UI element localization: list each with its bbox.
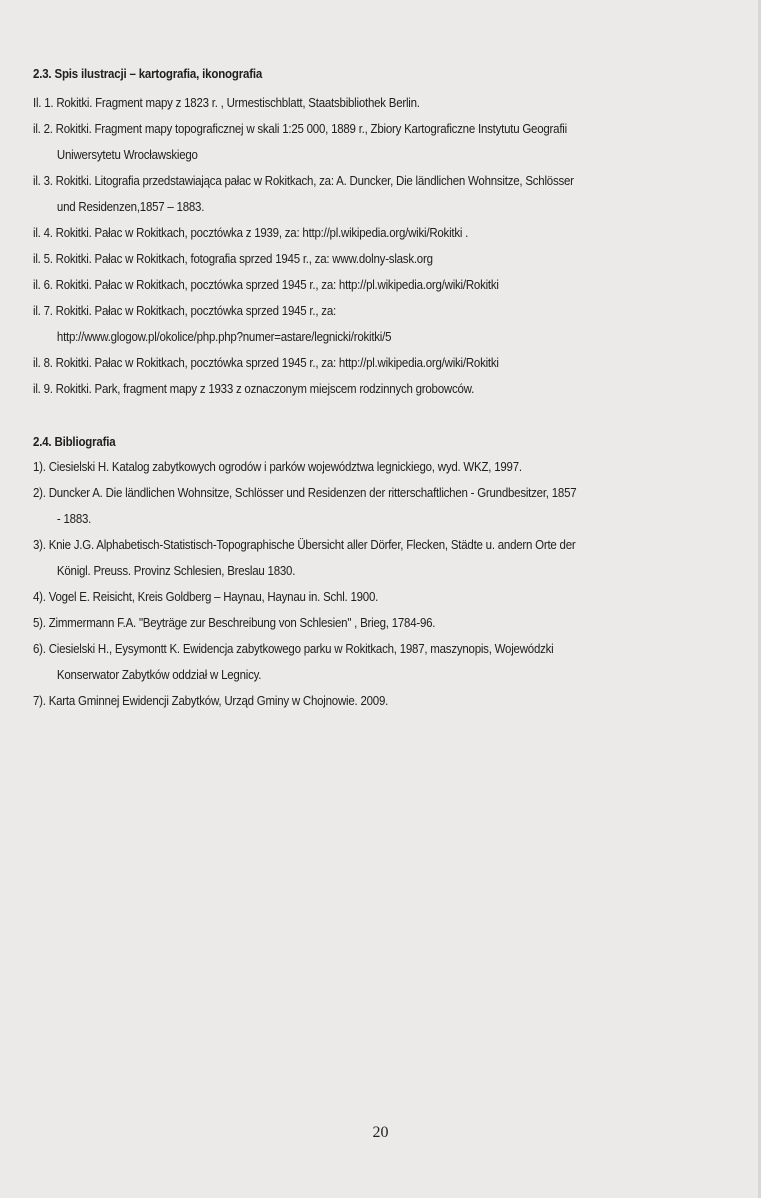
bibliography-item [33,636,688,688]
bibliography-item [33,454,688,480]
illustration-item [33,272,688,298]
bibliography-item [33,584,688,610]
illustration-item-continuation: und Residenzen,1857 – 1883. [56,200,205,214]
bibliography-item-text: 7). Karta Gminnej Ewidencji Zabytków, Urząd Gminy w Chojnowie. 2009. [33,694,389,708]
illustration-item-text: il. 5. Rokitki. Pałac w Rokitkach, fotografia sprzed 1945 r., za: www.dolny-slask.org [33,252,433,266]
bibliography-item-continuation: Konserwator Zabytków oddział w Legnicy. [56,668,262,682]
bibliography-item-continuation: - 1883. [56,512,92,526]
illustration-item [33,90,688,116]
illustration-item-text: il. 3. Rokitki. Litografia przedstawiająca pałac w Rokitkach, za: A. Duncker, Die ländlichen Wohnsitze, Schlösser [33,174,574,188]
illustration-item-text: il. 8. Rokitki. Pałac w Rokitkach, pocztówka sprzed 1945 r., za: http://pl.wikipedia.org/wiki/Rokitki [33,356,499,370]
bibliography-item [33,480,688,532]
bibliography-list [33,454,698,714]
bibliography-item [33,610,688,636]
page-content [33,66,698,714]
illustration-item-text: il. 6. Rokitki. Pałac w Rokitkach, pocztówka sprzed 1945 r., za: http://pl.wikipedia.org/wiki/Rokitki [33,278,499,292]
illustration-item [33,220,688,246]
page-number: 20 [372,1124,389,1141]
illustration-item-text: il. 4. Rokitki. Pałac w Rokitkach, pocztówka z 1939, za: http://pl.wikipedia.org/wiki/Rokitki . [33,226,469,240]
illustration-item-continuation: http://www.glogow.pl/okolice/php.php?numer=astare/legnicki/rokitki/5 [56,330,392,344]
illustration-item-text: il. 2. Rokitki. Fragment mapy topograficznej w skali 1:25 000, 1889 r., Zbiory Kartograficzne Instytutu Geografii [33,122,567,136]
bibliography-item-text: 3). Knie J.G. Alphabetisch-Statistisch-Topographische Übersicht aller Dörfer, Flecken, Städte u. andern Orte der [33,538,576,552]
bibliography-item [33,532,688,584]
bibliography-item [33,688,688,714]
illustration-item-continuation: Uniwersytetu Wrocławskiego [56,148,198,162]
bibliography-item-text: 6). Ciesielski H., Eysymontt K. Ewidencja zabytkowego parku w Rokitkach, 1987, maszynopis, Wojewódzki [33,642,554,656]
bibliography-item-text: 1). Ciesielski H. Katalog zabytkowych ogrodów i parków województwa legnickiego, wyd. WKZ, 1997. [33,460,522,474]
illustration-item [33,298,688,350]
illustration-item [33,246,688,272]
illustration-item [33,350,688,376]
illustration-item [33,168,688,220]
bibliography-item-text: 4). Vogel E. Reisicht, Kreis Goldberg – Haynau, Haynau in. Schl. 1900. [33,590,379,604]
bibliography-heading: 2.4. Bibliografia [33,435,116,449]
illustration-item [33,376,688,402]
section-spacer [33,402,698,434]
illustrations-heading: 2.3. Spis ilustracji – kartografia, ikonografia [33,67,263,81]
illustrations-list [33,90,698,402]
illustration-item-text: il. 7. Rokitki. Pałac w Rokitkach, pocztówka sprzed 1945 r., za: [33,304,336,318]
illustration-item-text: il. 9. Rokitki. Park, fragment mapy z 1933 z oznaczonym miejscem rodzinnych grobowców. [33,382,475,396]
bibliography-item-text: 5). Zimmermann F.A. "Beyträge zur Beschreibung von Schlesien" , Brieg, 1784-96. [33,616,436,630]
illustration-item-text: Il. 1. Rokitki. Fragment mapy z 1823 r. , Urmestischblatt, Staatsbibliothek Berlin. [33,96,420,110]
illustration-item [33,116,688,168]
bibliography-item-continuation: Königl. Preuss. Provinz Schlesien, Breslau 1830. [56,564,296,578]
bibliography-item-text: 2). Duncker A. Die ländlichen Wohnsitze, Schlösser und Residenzen der ritterschaftlichen - Grundbesitzer, 1857 [33,486,577,500]
